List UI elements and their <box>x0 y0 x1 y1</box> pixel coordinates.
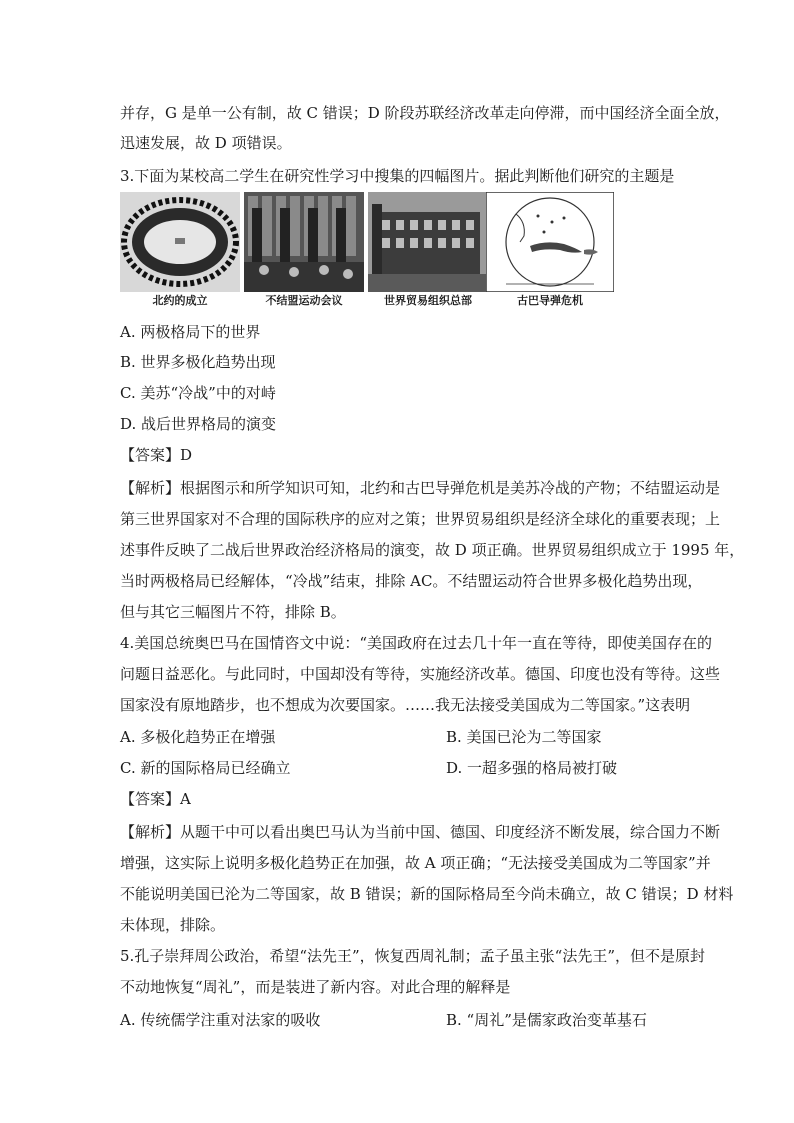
q3-analysis-line: 述事件反映了二战后世界政治经济格局的演变，故 D 项正确。世界贸易组织成立于 1995 年， <box>120 541 745 559</box>
q4-analysis-line: 不能说明美国已沦为二等国家，故 B 错误；新的国际格局至今尚未确立，故 C 错误；D 材料 <box>120 885 734 903</box>
q5-option-b: B. “周礼”是儒家政治变革基石 <box>446 1011 647 1029</box>
q3-analysis-line: 第三世界国家对不合理的国际秩序的应对之策；世界贸易组织是经济全球化的重要表现；上 <box>120 510 721 528</box>
q3-analysis-line: 当时两极格局已经解体，“冷战”结束，排除 AC。不结盟运动符合世界多极化趋势出现， <box>120 572 703 590</box>
q3-option-b: B. 世界多极化趋势出现 <box>120 353 276 371</box>
figure-caption: 世界贸易组织总部 <box>384 294 472 307</box>
q4-analysis-line: 【解析】从题干中可以看出奥巴马认为当前中国、德国、印度经济不断发展，综合国力不断 <box>120 823 721 841</box>
q3-analysis-line: 【解析】根据图示和所学知识可知，北约和古巴导弹危机是美苏冷战的产物；不结盟运动是 <box>120 479 721 497</box>
q4-stem-line: 4.美国总统奥巴马在国情咨文中说：“美国政府在过去几十年一直在等待，即使美国存在的 <box>120 634 712 652</box>
cuba-map <box>486 192 614 292</box>
q4-stem-line: 国家没有原地踏步，也不想成为次要国家。……我无法接受美国成为二等国家。”这表明 <box>120 696 691 714</box>
q4-option-a: A. 多极化趋势正在增强 <box>120 728 276 746</box>
question-3-stem: 3.下面为某校高二学生在研究性学习中搜集的四幅图片。据此判断他们研究的主题是 <box>120 167 675 185</box>
text-line: 并存，G 是单一公有制，故 C 错误；D 阶段苏联经济改革走向停滞，而中国经济全面全放， <box>120 104 730 122</box>
q3-option-c: C. 美苏“冷战”中的对峙 <box>120 384 276 402</box>
q3-figure-row <box>120 192 620 314</box>
q4-option-c: C. 新的国际格局已经确立 <box>120 759 291 777</box>
q4-analysis-line: 未体现，排除。 <box>120 916 226 934</box>
q5-stem-line: 5.孔子崇拜周公政治，希望“法先王”，恢复西周礼制；孟子虽主张“法先王”，但不是原封 <box>120 947 705 965</box>
q3-option-d: D. 战后世界格局的演变 <box>120 415 277 433</box>
nam-photo <box>244 192 364 292</box>
q4-option-b: B. 美国已沦为二等国家 <box>446 728 602 746</box>
figure-nato-founding <box>120 192 240 308</box>
nato-photo <box>120 192 240 292</box>
q3-analysis-line: 但与其它三幅图片不符，排除 B。 <box>120 603 346 621</box>
figure-nam-conference <box>244 192 364 308</box>
q4-answer: 【答案】A <box>120 790 191 808</box>
q5-stem-line: 不动地恢复“周礼”，而是装进了新内容。对此合理的解释是 <box>120 978 511 996</box>
figure-caption: 古巴导弹危机 <box>517 294 583 307</box>
q4-stem-line: 问题日益恶化。与此同时，中国却没有等待，实施经济改革。德国、印度也没有等待。这些 <box>120 665 721 683</box>
q4-analysis-line: 增强，这实际上说明多极化趋势正在加强，故 A 项正确；“无法接受美国成为二等国家”并 <box>120 854 711 872</box>
figure-caption: 不结盟运动会议 <box>265 294 343 307</box>
text-line: 迅速发展，故 D 项错误。 <box>120 134 292 152</box>
q3-option-a: A. 两极格局下的世界 <box>120 323 261 341</box>
figure-caption: 北约的成立 <box>152 294 208 307</box>
q4-option-d: D. 一超多强的格局被打破 <box>446 759 618 777</box>
q5-option-a: A. 传统儒学注重对法家的吸收 <box>120 1011 321 1029</box>
wto-photo <box>368 192 488 292</box>
q3-answer: 【答案】D <box>120 446 193 464</box>
figure-cuban-missile-crisis <box>486 192 614 308</box>
figure-wto-headquarters <box>368 192 488 308</box>
